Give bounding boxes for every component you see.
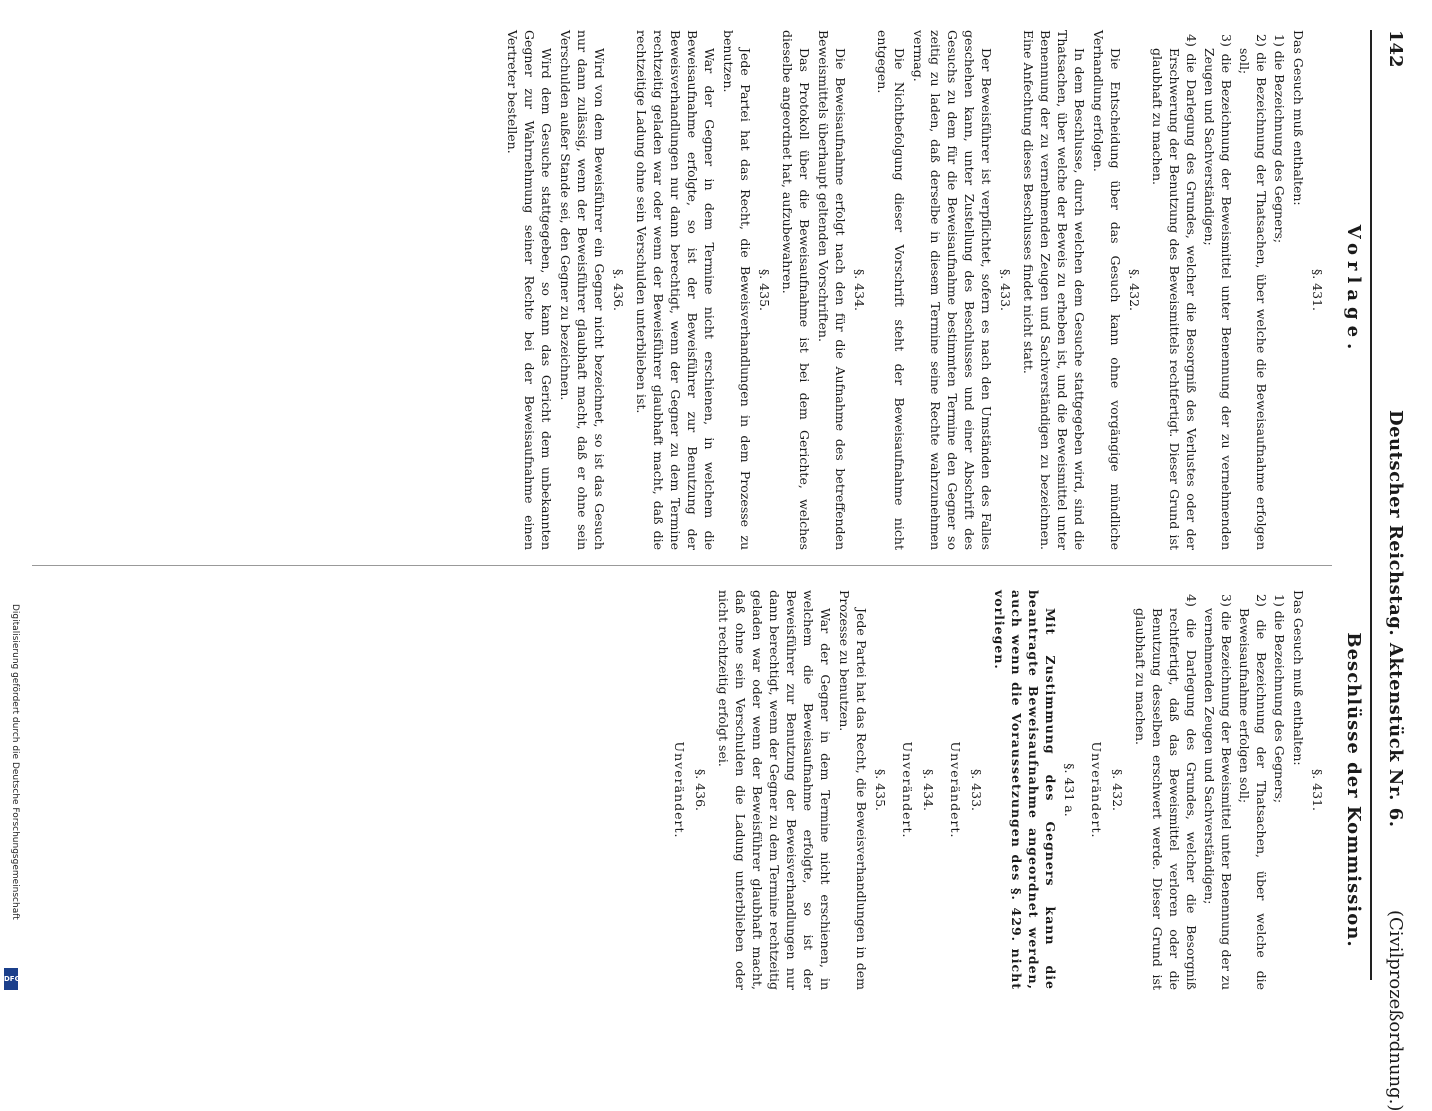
- column-divider: [32, 565, 1332, 566]
- list-item: 2) die Bezeichnung der Thatsachen, über welche die Beweisaufnahme erfolgen soll;: [1237, 34, 1269, 550]
- section-heading: §. 436.: [693, 768, 708, 812]
- paragraph: Die Nichtbefolgung dieser Vorschrift steht der Beweisaufnahme nicht entgegen.: [875, 30, 907, 550]
- paragraph-bold: [991, 590, 1059, 990]
- dfg-logo-icon: DFG: [4, 968, 18, 990]
- paragraph: Wird von dem Beweisführer ein Gegner nicht bezeichnet, so ist das Gesuch nur dann zulässig, wenn der Beweisführer glaubhaft macht, daß er ohne sein Verschulden außer Stande sei, den Gegner zu bezeichnen.: [558, 30, 607, 550]
- page-number: 142: [1385, 30, 1406, 68]
- right-column: [661, 590, 1332, 990]
- header-title: Deutscher Reichstag. Aktenstück Nr. 6.: [1385, 410, 1406, 828]
- left-column: [502, 30, 1332, 550]
- digitization-credit: [6, 604, 20, 994]
- list-item: 1) die Bezeichnung des Gegners;: [1272, 34, 1287, 244]
- section-heading: §. 431.: [1310, 768, 1325, 812]
- header-rule: [1370, 30, 1372, 980]
- unchanged-note: Unverändert.: [900, 741, 915, 839]
- paragraph: Jede Partei hat das Recht, die Beweisverhandlungen in dem Prozesse zu benutzen.: [721, 30, 753, 550]
- paragraph: Wird dem Gesuche stattgegeben, so kann das Gericht dem unbekannten Gegner zur Wahrnehmung seiner Rechte bei der Beweisaufnahme einen Vertreter bestellen.: [505, 30, 554, 550]
- list-item: 3) die Bezeichnung der Beweismittel unter Benennung der zu vernehmenden Zeugen und Sachverständigen;: [1202, 594, 1234, 990]
- unchanged-note: Unverändert.: [1089, 741, 1104, 839]
- section-heading: §. 435.: [757, 268, 772, 312]
- unchanged-note: Unverändert.: [672, 741, 687, 839]
- list-item: 3) die Bezeichnung der Beweismittel unter Benennung der zu vernehmenden Zeugen und Sachverständigen;: [1202, 34, 1234, 550]
- section-heading: §. 432.: [1110, 768, 1125, 812]
- section-heading: §. 431 a.: [1062, 763, 1077, 817]
- paragraph: Der Beweisführer ist verpflichtet, sofern es nach den Umständen des Falles geschehen kann, unter Zustellung des Beschlusses und einer Abschrift des Gesuchs zu dem für die Beweisaufnahme bestimmten Termine den Gegner so zeitig zu laden, daß derselbe in diesem Termine seine Rechte wahrzunehmen vermag.: [911, 30, 994, 550]
- paragraph: In dem Beschlusse, durch welchen dem Gesuche stattgegeben wird, sind die Thatsachen, über welche der Beweis zu erheben ist, und die Beweismittel unter Benennung der zu vernehmenden Zeugen und Sachverständigen zu bezeichnen. Eine Anfechtung dieses Beschlusses findet nicht statt.: [1021, 30, 1087, 550]
- section-heading: §. 434.: [852, 268, 867, 312]
- paragraph: Die Entscheidung über das Gesuch kann ohne vorgängige mündliche Verhandlung erfolgen.: [1091, 30, 1123, 550]
- paragraph: Jede Partei hat das Recht, die Beweisverhandlungen in dem Prozesse zu benutzen.: [837, 590, 869, 990]
- section-heading: §. 434.: [921, 768, 936, 812]
- bold-text: Mit Zustimmung des Gegners kann die beantragte Beweisaufnahme angeordnet werden, auch wenn die Voraussetzungen des §. 429. nicht vorliegen.: [992, 590, 1058, 990]
- list-item: 2) die Bezeichnung der Thatsachen, über welche die Beweisaufnahme erfolgen soll;: [1237, 594, 1269, 990]
- section-heading: §. 431.: [1310, 268, 1325, 312]
- paragraph: Das Gesuch muß enthalten:: [1291, 30, 1306, 206]
- section-heading: §. 433.: [969, 768, 984, 812]
- paragraph: Das Protokoll über die Beweisaufnahme ist bei dem Gerichte, welches dieselbe angeordnet hat, aufzubewahren.: [780, 30, 812, 550]
- credit-text: Digitalisierung gefördert durch die Deutsche Forschungsgemeinschaft: [10, 604, 20, 920]
- left-column-title: Vorlage.: [1343, 224, 1364, 356]
- section-heading: §. 436.: [611, 268, 626, 312]
- page-header: [1376, 30, 1410, 1111]
- header-subtitle: (Civilprozeßordnung.): [1385, 910, 1406, 1111]
- section-heading: §. 435.: [873, 768, 888, 812]
- list-item: 1) die Bezeichnung des Gegners;: [1272, 594, 1287, 804]
- section-heading: §. 432.: [1127, 268, 1142, 312]
- list-item: 4) die Darlegung des Grundes, welcher die Besorgniß des Verlustes oder der Erschwerung der Benutzung des Beweismittels rechtfertigt. Dieser Grund ist glaubhaft zu machen.: [1150, 34, 1199, 550]
- section-heading: §. 433.: [998, 268, 1013, 312]
- list-item: 4) die Darlegung des Grundes, welcher die Besorgniß rechtfertigt, daß das Beweismittel verloren oder die Benutzung desselben erschwert werde. Dieser Grund ist glaubhaft zu machen.: [1133, 594, 1199, 990]
- unchanged-note: Unverändert.: [948, 741, 963, 839]
- right-column-title: Beschlüsse der Kommission.: [1343, 632, 1364, 948]
- paragraph: War der Gegner in dem Termine nicht erschienen, in welchem die Beweisaufnahme erfolgte, so ist der Beweisführer zur Benutzung der Beweisverhandlungen nur dann berechtigt, wenn der Gegner zu dem Termine rechtzeitig geladen war oder wenn der Beweisführer glaubhaft macht, daß ohne sein Verschulden die Ladung unterblieben oder nicht rechtzeitig erfolgt sei.: [716, 590, 833, 990]
- paragraph: Das Gesuch muß enthalten:: [1291, 590, 1306, 766]
- paragraph: War der Gegner in dem Termine nicht erschienen, in welchem die Beweisaufnahme erfolgte, so ist der Beweisführer zur Benutzung der Beweisverhandlungen nur dann berechtigt, wenn der Gegner zu dem Termine rechtzeitig geladen war oder wenn der Beweisführer glaubhaft macht, daß die rechtzeitige Ladung ohne sein Verschulden unterblieben ist.: [634, 30, 717, 550]
- paragraph: Die Beweisaufnahme erfolgt nach den für die Aufnahme des betreffenden Beweismittels überhaupt geltenden Vorschriften.: [816, 30, 848, 550]
